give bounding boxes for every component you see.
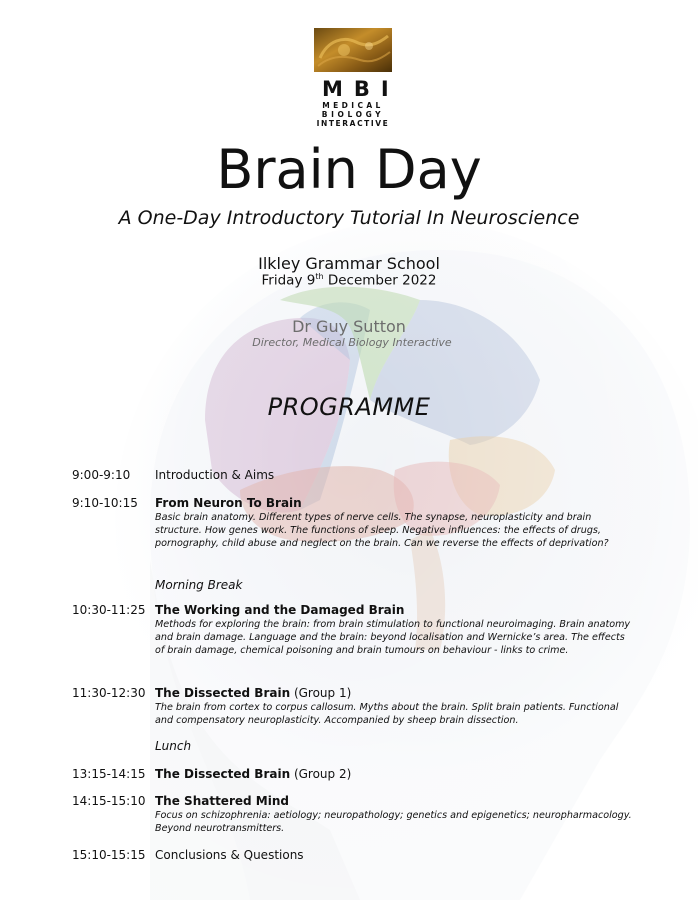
lunch-break: Lunch [155, 739, 192, 753]
schedule-group-note: (Group 2) [290, 767, 352, 781]
schedule-time: 13:15-14:15 [72, 767, 146, 781]
logo-image [314, 28, 392, 72]
date-ordinal-suffix: th [315, 272, 324, 281]
schedule-title: The Dissected Brain [155, 686, 291, 700]
mbi-logo [314, 28, 400, 128]
venue: Ilkley Grammar School [258, 254, 440, 273]
schedule-title: The Dissected Brain [155, 767, 291, 781]
programme-heading: PROGRAMME [267, 393, 431, 421]
schedule-time: 14:15-15:10 [72, 794, 146, 808]
schedule-description: The brain from cortex to corpus callosum. Myths about the brain. Split brain patients. Functional and compensatory neuroplasticity. Accompanied by sheep brain dissection. [155, 702, 619, 726]
schedule-description: Methods for exploring the brain: from brain stimulation to functional neuroimaging. Brain anatomy and brain damage. Language and the brain: beyond localisation and Wernicke’s area. The effects of brain damage, chemical poisoning and brain tumours on behaviour - links to crime. [155, 619, 631, 656]
logo-text-medical: MEDICAL [322, 101, 384, 110]
schedule-title: Introduction & Aims [155, 468, 275, 482]
schedule-description: Basic brain anatomy. Different types of nerve cells. The synapse, neuroplasticity and brain structure. How genes work. The functions of sleep. Negative influences: the effects of drugs, pornography, child abuse and neglect on the brain. Can we reverse the effects of deprivation? [155, 512, 609, 549]
schedule-description: Focus on schizophrenia: aetiology; neuropathology; genetics and epigenetics; neuropharmacology. Beyond neurotransmitters. [155, 810, 632, 834]
schedule-title: Conclusions & Questions [155, 848, 304, 862]
speaker-name: Dr Guy Sutton [292, 317, 406, 336]
logo-letters: MBI [322, 77, 400, 101]
schedule-time: 9:00-9:10 [72, 468, 131, 482]
date-month-year: December 2022 [323, 272, 437, 289]
date-weekday-day: Friday 9 [261, 272, 316, 289]
schedule-title: From Neuron To Brain [155, 496, 302, 510]
schedule-title: The Shattered Mind [155, 794, 289, 808]
schedule-time: 11:30-12:30 [72, 686, 146, 700]
schedule-title: The Working and the Damaged Brain [155, 603, 405, 617]
schedule-time: 15:10-15:15 [72, 848, 146, 862]
morning-break: Morning Break [155, 578, 243, 592]
speaker-role: Director, Medical Biology Interactive [252, 336, 452, 349]
page-subtitle: A One-Day Introductory Tutorial In Neuroscience [118, 207, 580, 229]
logo-text-biology: BIOLOGY [321, 110, 385, 119]
event-date [0, 272, 698, 289]
page-title: Brain Day [216, 138, 482, 201]
schedule-group-note: (Group 1) [290, 686, 352, 700]
schedule-time: 9:10-10:15 [72, 496, 138, 510]
logo-text-interactive: INTERACTIVE [316, 119, 390, 128]
schedule-time: 10:30-11:25 [72, 603, 146, 617]
